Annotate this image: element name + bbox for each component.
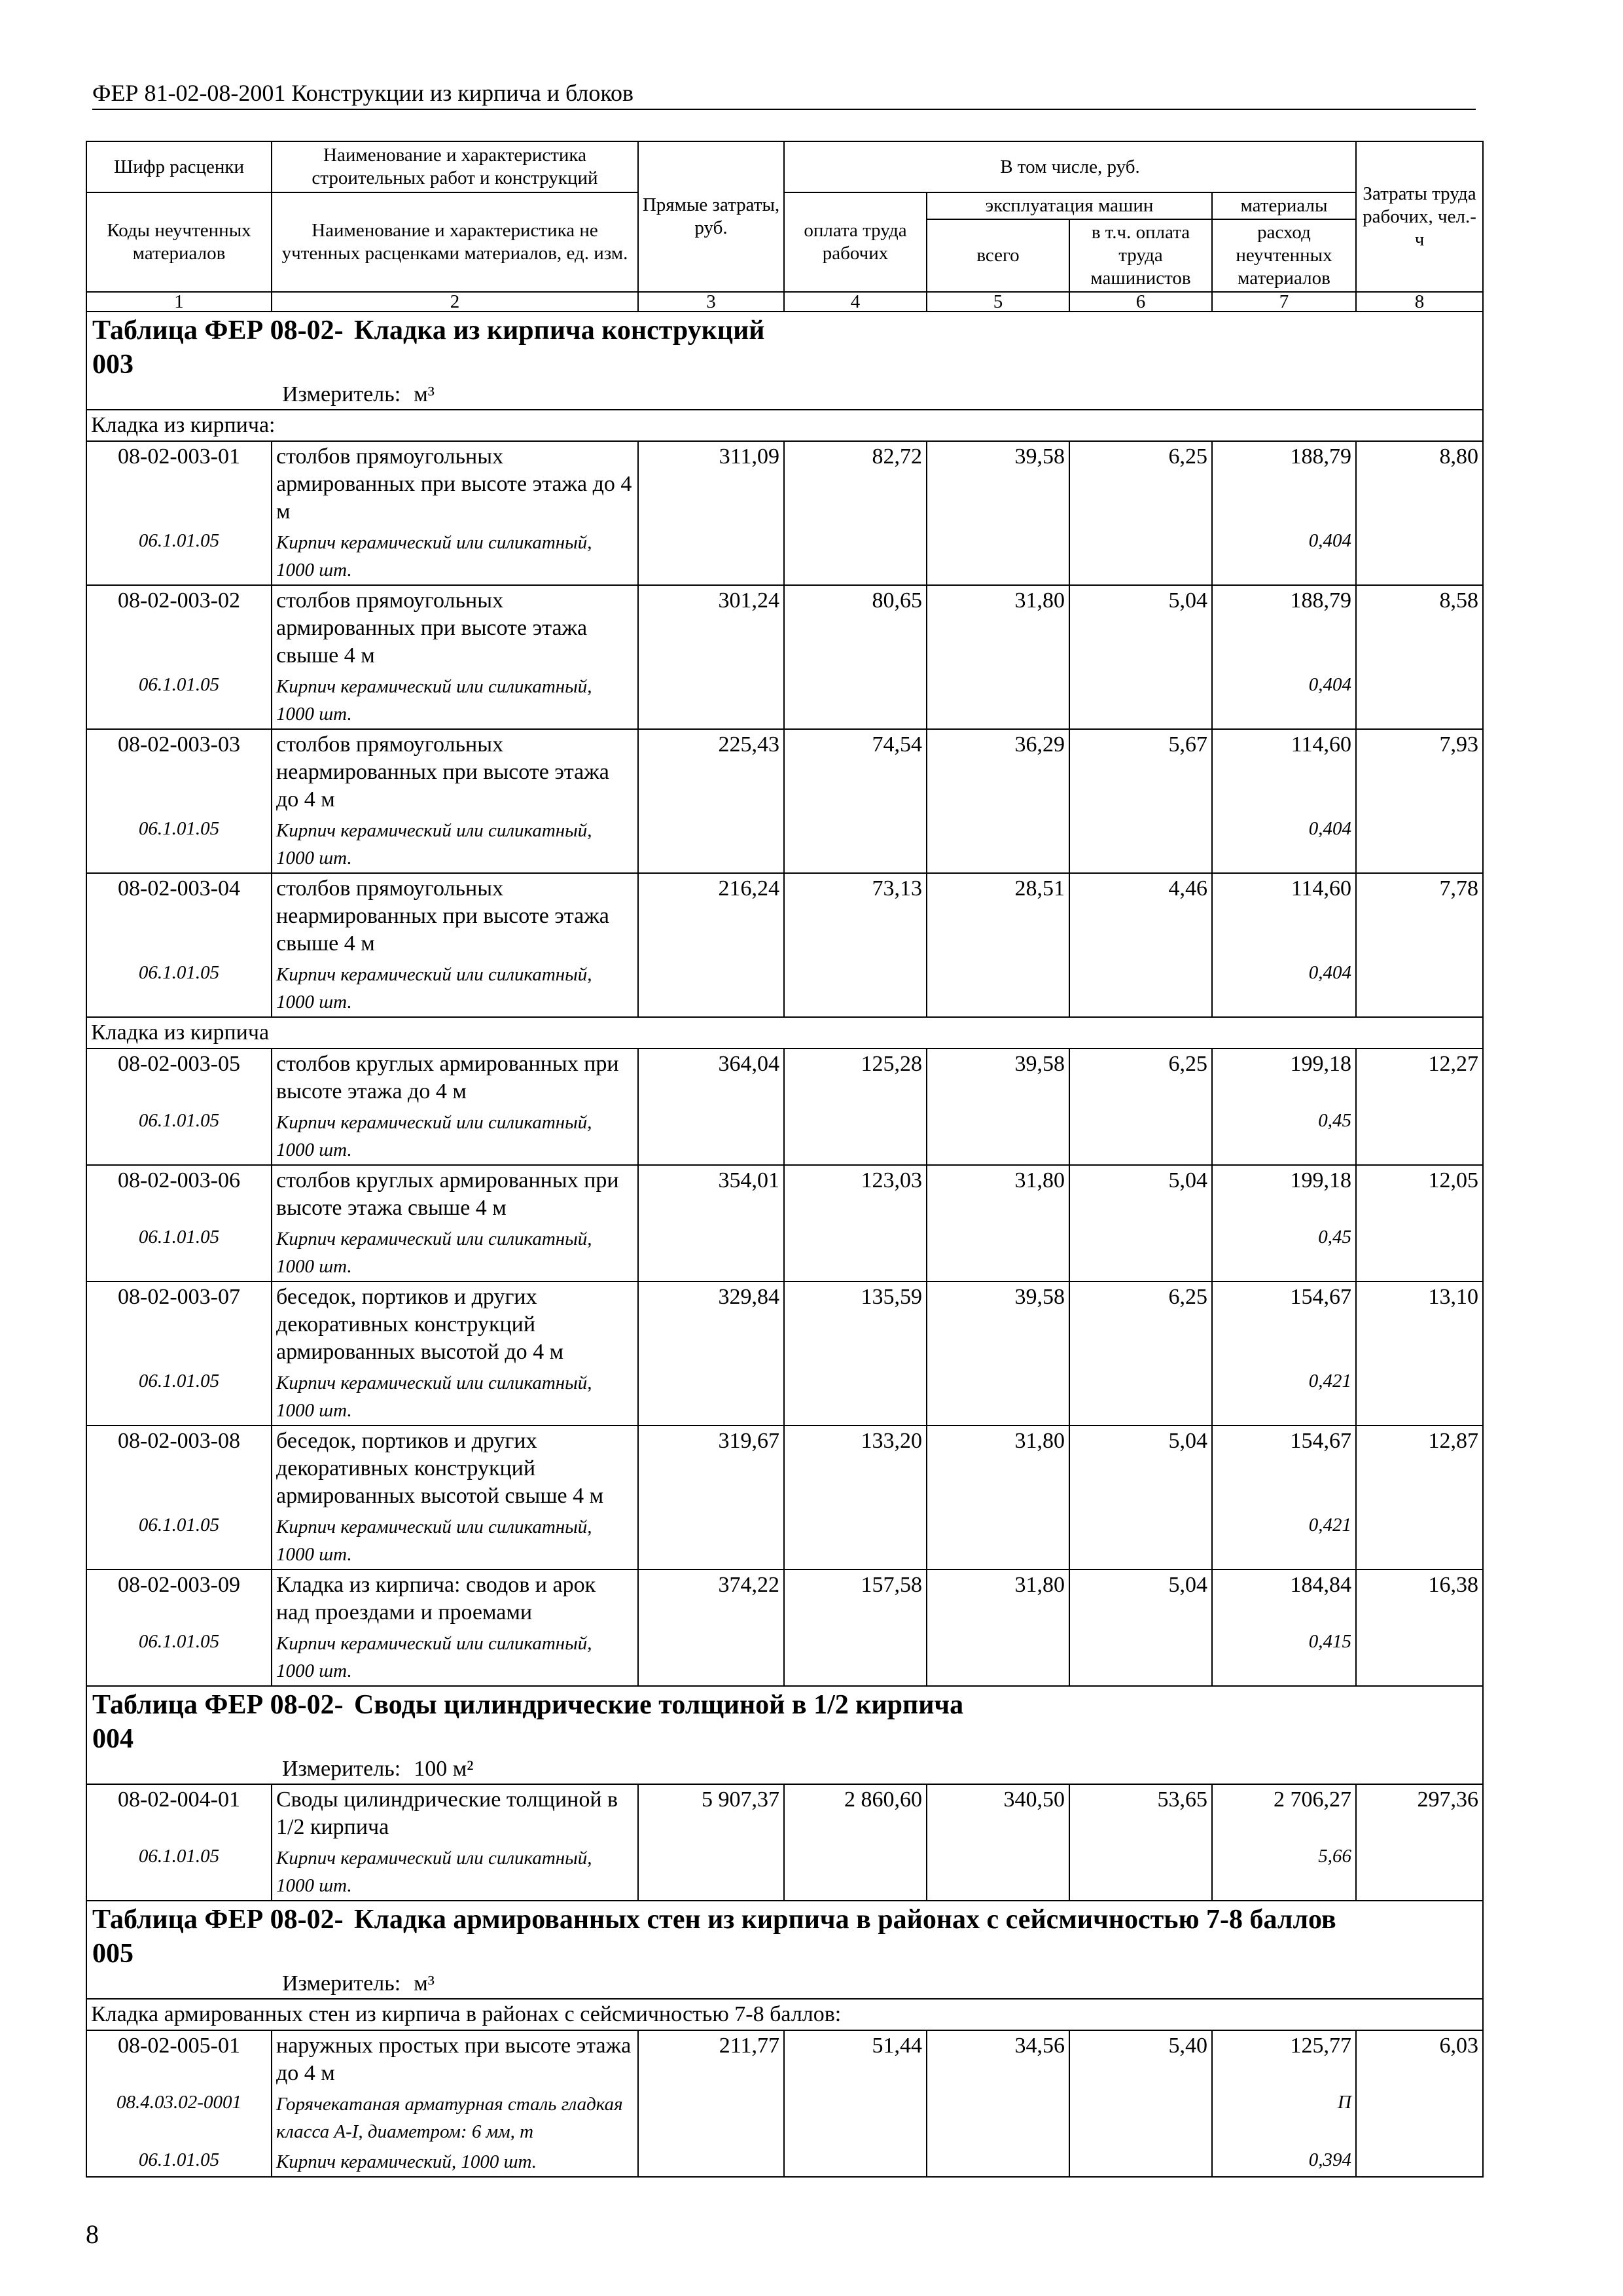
work-name: столбов круглых армированных при высоте этажа до 4 м	[272, 1049, 638, 1107]
group-label: Кладка из кирпича	[86, 1017, 1483, 1049]
col-mat-consumption-header: расход неучтенных материалов	[1212, 219, 1356, 292]
page-number: 8	[86, 2219, 99, 2249]
material-consumption-cell	[1212, 1223, 1356, 1282]
labor-hours: 7,93	[1356, 729, 1483, 873]
material-consumption: 0,45	[1318, 1110, 1351, 1131]
material-code: 08.4.03.02-0001	[116, 2092, 241, 2113]
column-number: 2	[272, 292, 638, 312]
work-name: столбов прямоугольных неармированных при высоте этажа до 4 м	[272, 729, 638, 815]
machine-cost: 39,58	[927, 1282, 1069, 1426]
labor-pay: 135,59	[784, 1282, 927, 1426]
column-number: 3	[638, 292, 784, 312]
material-code: 06.1.01.05	[138, 1227, 220, 1247]
material-name-cell	[272, 815, 638, 873]
material-code: 06.1.01.05	[138, 530, 220, 551]
material-name-cell	[272, 671, 638, 729]
material-code: 06.1.01.05	[138, 1631, 220, 1652]
material-code-cell	[86, 1223, 272, 1282]
labor-hours: 13,10	[1356, 1282, 1483, 1426]
machinist-pay: 6,25	[1069, 1282, 1212, 1426]
material-name: Кирпич керамический или силикатный, 1000 шт.	[276, 1229, 592, 1277]
material-name: Кирпич керамический или силикатный, 1000 шт.	[276, 1848, 592, 1896]
direct-cost: 301,24	[638, 585, 784, 729]
table-row	[86, 1570, 1483, 1628]
machine-cost: 28,51	[927, 873, 1069, 1017]
column-number: 8	[1356, 292, 1483, 312]
rate-code: 08-02-003-03	[86, 729, 272, 815]
table-row	[86, 1049, 1483, 1107]
col-mach-total-header: всего	[927, 219, 1069, 292]
table-row	[86, 873, 1483, 959]
machine-cost: 39,58	[927, 441, 1069, 585]
machine-cost: 340,50	[927, 1784, 1069, 1901]
material-consumption: 0,421	[1308, 1515, 1351, 1535]
machine-cost: 31,80	[927, 1165, 1069, 1282]
material-name-cell	[272, 1107, 638, 1165]
work-name: столбов круглых армированных при высоте этажа свыше 4 м	[272, 1165, 638, 1223]
table-row	[86, 1165, 1483, 1223]
materials-cost: 154,67	[1212, 1426, 1356, 1511]
direct-cost: 225,43	[638, 729, 784, 873]
material-code-cell	[86, 1842, 272, 1901]
material-name-cell	[272, 1842, 638, 1901]
work-name: беседок, портиков и других декоративных конструкций армированных высотой до 4 м	[272, 1282, 638, 1367]
direct-cost: 329,84	[638, 1282, 784, 1426]
machine-cost: 31,80	[927, 1426, 1069, 1570]
material-consumption: 0,415	[1308, 1631, 1351, 1652]
material-name: Кирпич керамический или силикатный, 1000 шт.	[276, 1112, 592, 1160]
page-header: ФЕР 81-02-08-2001 Конструкции из кирпича и блоков	[92, 77, 1476, 110]
table-caption-row	[86, 1901, 1483, 1999]
machinist-pay: 5,04	[1069, 585, 1212, 729]
material-consumption: П	[1338, 2092, 1351, 2113]
material-consumption: 0,404	[1308, 674, 1351, 695]
material-consumption-cell	[1212, 1628, 1356, 1686]
table-row	[86, 585, 1483, 671]
material-consumption-cell	[1212, 1511, 1356, 1570]
material-name-cell	[272, 527, 638, 585]
rate-code: 08-02-004-01	[86, 1784, 272, 1842]
group-row	[86, 1999, 1483, 2030]
labor-pay: 123,03	[784, 1165, 927, 1282]
table-caption-cell	[86, 1901, 1483, 1999]
material-consumption-cell	[1212, 959, 1356, 1017]
machinist-pay: 5,04	[1069, 1426, 1212, 1570]
col-code-sub-header: Коды неучтенных материалов	[86, 192, 272, 292]
col-name-sub-header: Наименование и характеристика не учтенных расценками материалов, ед. изм.	[272, 192, 638, 292]
labor-hours: 8,58	[1356, 585, 1483, 729]
machinist-pay: 5,40	[1069, 2030, 1212, 2177]
machinist-pay: 6,25	[1069, 441, 1212, 585]
machinist-pay: 4,46	[1069, 873, 1212, 1017]
work-name: наружных простых при высоте этажа до 4 м	[272, 2030, 638, 2089]
rate-code: 08-02-003-09	[86, 1570, 272, 1628]
table-row	[86, 1282, 1483, 1367]
group-label: Кладка из кирпича:	[86, 410, 1483, 441]
machine-cost: 31,80	[927, 1570, 1069, 1686]
work-name: Кладка из кирпича: сводов и арок над проездами и проемами	[272, 1570, 638, 1628]
material-code: 06.1.01.05	[138, 818, 220, 839]
material-name-cell	[272, 2089, 638, 2146]
labor-pay: 80,65	[784, 585, 927, 729]
direct-cost: 311,09	[638, 441, 784, 585]
col-code-header: Шифр расценки	[86, 141, 272, 192]
table-row	[86, 441, 1483, 527]
unit-value: м³	[414, 1971, 435, 1996]
table-caption-title: Кладка из кирпича конструкций	[354, 315, 765, 346]
labor-hours: 12,27	[1356, 1049, 1483, 1165]
materials-cost: 2 706,27	[1212, 1784, 1356, 1842]
table-caption-title: Кладка армированных стен из кирпича в районах с сейсмичностью 7-8 баллов	[354, 1905, 1336, 1935]
col-mach-pay-header: в т.ч. оплата труда машинистов	[1069, 219, 1212, 292]
material-consumption: 5,66	[1318, 1846, 1351, 1867]
labor-hours: 6,03	[1356, 2030, 1483, 2177]
table-caption-cell	[86, 312, 1483, 410]
machinist-pay: 53,65	[1069, 1784, 1212, 1901]
rate-code: 08-02-005-01	[86, 2030, 272, 2089]
materials-cost: 199,18	[1212, 1049, 1356, 1107]
material-code-cell	[86, 2146, 272, 2177]
material-consumption-cell	[1212, 2089, 1356, 2146]
header-row	[86, 141, 1483, 192]
material-code: 06.1.01.05	[138, 1371, 220, 1391]
materials-cost: 199,18	[1212, 1165, 1356, 1223]
labor-hours: 12,87	[1356, 1426, 1483, 1570]
header-row	[86, 192, 1483, 219]
material-name: Кирпич керамический или силикатный, 1000 шт.	[276, 964, 592, 1013]
material-consumption-cell	[1212, 1367, 1356, 1426]
material-name: Кирпич керамический или силикатный, 1000 шт.	[276, 1372, 592, 1421]
material-code-cell	[86, 815, 272, 873]
labor-pay: 51,44	[784, 2030, 927, 2177]
material-code-cell	[86, 1628, 272, 1686]
col-materials-header: материалы	[1212, 192, 1356, 219]
direct-cost: 211,77	[638, 2030, 784, 2177]
material-name: Горячекатаная арматурная сталь гладкая класса А-I, диаметром: 6 мм, т	[276, 2094, 623, 2142]
material-code-cell	[86, 671, 272, 729]
table-caption-title: Своды цилиндрические толщиной в 1/2 кирпича	[354, 1690, 964, 1720]
materials-cost: 188,79	[1212, 585, 1356, 671]
direct-cost: 374,22	[638, 1570, 784, 1686]
labor-hours: 297,36	[1356, 1784, 1483, 1901]
machinist-pay: 5,67	[1069, 729, 1212, 873]
table-caption-cell	[86, 1686, 1483, 1784]
material-name-cell	[272, 1223, 638, 1282]
col-incl-header: В том числе, руб.	[784, 141, 1356, 192]
table-row	[86, 1784, 1483, 1842]
rate-code: 08-02-003-01	[86, 441, 272, 527]
material-code-cell	[86, 1107, 272, 1165]
material-consumption-cell	[1212, 1842, 1356, 1901]
column-numbers-row	[86, 292, 1483, 312]
material-name-cell	[272, 1511, 638, 1570]
material-consumption: 0,404	[1308, 962, 1351, 983]
machinist-pay: 5,04	[1069, 1570, 1212, 1686]
labor-pay: 125,28	[784, 1049, 927, 1165]
material-code: 06.1.01.05	[138, 962, 220, 983]
table-caption-number: Таблица ФЕР 08-02-005	[92, 1905, 344, 1969]
materials-cost: 114,60	[1212, 873, 1356, 959]
machine-cost: 31,80	[927, 585, 1069, 729]
col-pay-header: оплата труда рабочих	[784, 192, 927, 292]
table-row	[86, 1426, 1483, 1511]
labor-hours: 16,38	[1356, 1570, 1483, 1686]
table-caption-number: Таблица ФЕР 08-02-004	[92, 1690, 344, 1754]
table-caption-row	[86, 312, 1483, 410]
material-code-cell	[86, 1511, 272, 1570]
materials-cost: 154,67	[1212, 1282, 1356, 1367]
labor-hours: 12,05	[1356, 1165, 1483, 1282]
unit-value: м³	[414, 382, 435, 406]
material-code: 06.1.01.05	[138, 1515, 220, 1535]
table-caption-row	[86, 1686, 1483, 1784]
unit-label: Измеритель:	[282, 382, 401, 406]
material-code: 06.1.01.05	[138, 674, 220, 695]
material-consumption: 0,394	[1308, 2149, 1351, 2170]
materials-cost: 188,79	[1212, 441, 1356, 527]
group-row	[86, 410, 1483, 441]
direct-cost: 364,04	[638, 1049, 784, 1165]
work-name: столбов прямоугольных армированных при высоте этажа свыше 4 м	[272, 585, 638, 671]
material-name-cell	[272, 1367, 638, 1426]
material-name: Кирпич керамический или силикатный, 1000 шт.	[276, 820, 592, 869]
rate-code: 08-02-003-08	[86, 1426, 272, 1511]
material-consumption: 0,404	[1308, 818, 1351, 839]
work-name: Своды цилиндрические толщиной в 1/2 кирпича	[272, 1784, 638, 1842]
material-code-cell	[86, 1367, 272, 1426]
machine-cost: 36,29	[927, 729, 1069, 873]
material-name: Кирпич керамический или силикатный, 1000 шт.	[276, 1516, 592, 1565]
rate-code: 08-02-003-07	[86, 1282, 272, 1367]
material-name: Кирпич керамический или силикатный, 1000 шт.	[276, 676, 592, 725]
material-code: 06.1.01.05	[138, 2149, 220, 2170]
materials-cost: 184,84	[1212, 1570, 1356, 1628]
material-consumption-cell	[1212, 527, 1356, 585]
rate-code: 08-02-003-06	[86, 1165, 272, 1223]
material-consumption: 0,421	[1308, 1371, 1351, 1391]
materials-cost: 125,77	[1212, 2030, 1356, 2089]
machinist-pay: 6,25	[1069, 1049, 1212, 1165]
material-name-cell	[272, 1628, 638, 1686]
group-label: Кладка армированных стен из кирпича в районах с сейсмичностью 7-8 баллов:	[86, 1999, 1483, 2030]
table-caption-number: Таблица ФЕР 08-02-003	[92, 315, 344, 380]
labor-pay: 2 860,60	[784, 1784, 927, 1901]
table-row	[86, 2030, 1483, 2089]
material-code-cell	[86, 959, 272, 1017]
labor-pay: 73,13	[784, 873, 927, 1017]
rate-code: 08-02-003-02	[86, 585, 272, 671]
unit-value: 100 м²	[414, 1757, 474, 1781]
material-consumption: 0,45	[1318, 1227, 1351, 1247]
labor-pay: 157,58	[784, 1570, 927, 1686]
material-consumption-cell	[1212, 1107, 1356, 1165]
col-machines-header: эксплуатация машин	[927, 192, 1212, 219]
material-name: Кирпич керамический или силикатный, 1000 шт.	[276, 1633, 592, 1681]
column-number: 4	[784, 292, 927, 312]
machinist-pay: 5,04	[1069, 1165, 1212, 1282]
machine-cost: 39,58	[927, 1049, 1069, 1165]
direct-cost: 319,67	[638, 1426, 784, 1570]
labor-pay: 82,72	[784, 441, 927, 585]
table-row	[86, 729, 1483, 815]
material-consumption-cell	[1212, 2146, 1356, 2177]
rate-code: 08-02-003-05	[86, 1049, 272, 1107]
materials-cost: 114,60	[1212, 729, 1356, 815]
direct-cost: 216,24	[638, 873, 784, 1017]
price-table	[86, 141, 1484, 2178]
labor-pay: 74,54	[784, 729, 927, 873]
material-code-cell	[86, 2089, 272, 2146]
material-name: Кирпич керамический, 1000 шт.	[276, 2151, 537, 2172]
material-consumption-cell	[1212, 671, 1356, 729]
work-name: беседок, портиков и других декоративных конструкций армированных высотой свыше 4 м	[272, 1426, 638, 1511]
material-code: 06.1.01.05	[138, 1846, 220, 1867]
col-name-header: Наименование и характеристика строительных работ и конструкций	[272, 141, 638, 192]
work-name: столбов прямоугольных армированных при высоте этажа до 4 м	[272, 441, 638, 527]
material-name-cell	[272, 959, 638, 1017]
column-number: 7	[1212, 292, 1356, 312]
col-labor-header: Затраты труда рабочих, чел.-ч	[1356, 141, 1483, 292]
group-row	[86, 1017, 1483, 1049]
rate-code: 08-02-003-04	[86, 873, 272, 959]
direct-cost: 354,01	[638, 1165, 784, 1282]
col-direct-header: Прямые затраты, руб.	[638, 141, 784, 292]
material-consumption-cell	[1212, 815, 1356, 873]
unit-label: Измеритель:	[282, 1971, 401, 1996]
machine-cost: 34,56	[927, 2030, 1069, 2177]
labor-hours: 7,78	[1356, 873, 1483, 1017]
direct-cost: 5 907,37	[638, 1784, 784, 1901]
material-code: 06.1.01.05	[138, 1110, 220, 1131]
column-number: 6	[1069, 292, 1212, 312]
column-number: 5	[927, 292, 1069, 312]
column-number: 1	[86, 292, 272, 312]
unit-label: Измеритель:	[282, 1757, 401, 1781]
labor-hours: 8,80	[1356, 441, 1483, 585]
material-code-cell	[86, 527, 272, 585]
labor-pay: 133,20	[784, 1426, 927, 1570]
material-name: Кирпич керамический или силикатный, 1000 шт.	[276, 532, 592, 581]
work-name: столбов прямоугольных неармированных при высоте этажа свыше 4 м	[272, 873, 638, 959]
material-name-cell	[272, 2146, 638, 2177]
material-consumption: 0,404	[1308, 530, 1351, 551]
